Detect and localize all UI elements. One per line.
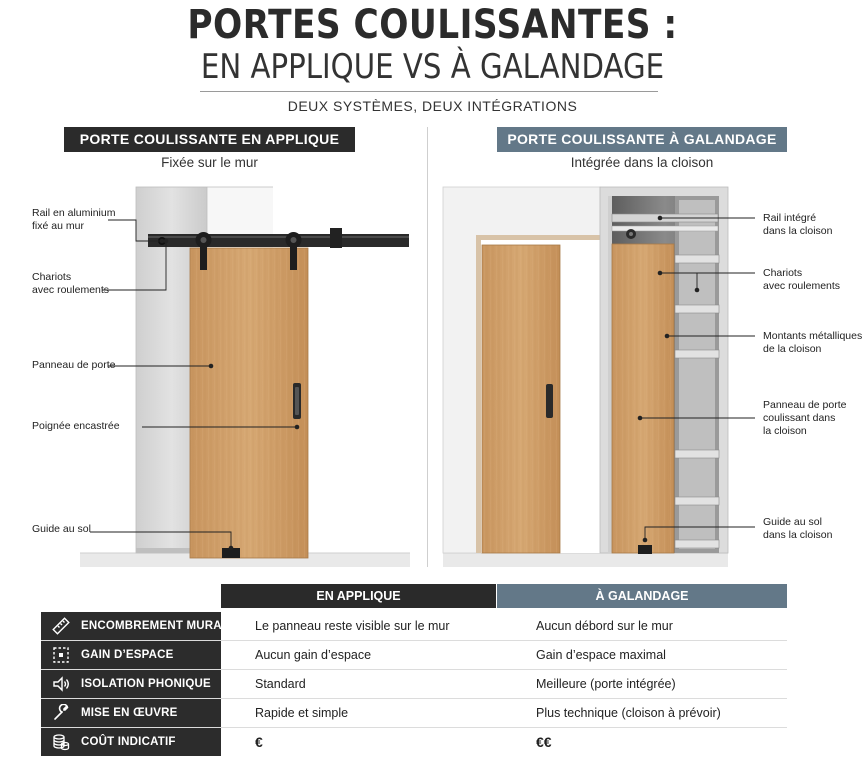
label-line: Rail intégré [763, 212, 817, 224]
table-header-applique: EN APPLIQUE [221, 584, 496, 608]
rail-stop [330, 228, 342, 248]
speaker-icon [52, 675, 70, 693]
table-row-label [41, 670, 221, 698]
row-label-text: ISOLATION PHONIQUE [81, 678, 211, 690]
label-guide-right [763, 516, 832, 542]
label-rail-integre [763, 212, 832, 238]
table-row-label [41, 641, 221, 669]
table-cell-right: Plus technique (cloison à prévoir) [536, 706, 721, 720]
label-line: coulissant dans [763, 412, 836, 424]
label-line: Chariots [763, 267, 803, 279]
table-cell-left: Rapide et simple [255, 706, 349, 720]
label-panneau-right [763, 399, 847, 438]
table-cell-right: €€ [536, 734, 552, 750]
label-line: avec roulements [763, 280, 841, 292]
label-line: Montants métalliques [763, 330, 863, 342]
table-row-label [41, 612, 229, 640]
table-row-label [41, 728, 221, 756]
table-header-galandage: À GALANDAGE [497, 584, 787, 608]
left-illustration [80, 187, 410, 567]
table-cell-left: Aucun gain d’espace [255, 648, 372, 662]
page-title-line2: EN APPLIQUE VS À GALANDAGE [200, 47, 665, 87]
row-label-text: GAIN D’ESPACE [81, 649, 174, 661]
right-panel-caption: Intégrée dans la cloison [570, 155, 714, 170]
table-cell-left: € [255, 734, 263, 750]
label-line: Guide au sol [763, 516, 822, 528]
table-cell-left: Le panneau reste visible sur le mur [255, 619, 450, 633]
table-cell-right: Gain d’espace maximal [536, 648, 666, 662]
label-line: avec roulements [32, 284, 110, 296]
row-label-text: ENCOMBREMENT MURAL [81, 620, 229, 632]
left-panel-banner: PORTE COULISSANTE EN APPLIQUE [64, 127, 355, 152]
label-poignee: Poignée encastrée [32, 420, 120, 432]
ruler-icon [52, 617, 70, 635]
floor-guide-pocket [638, 545, 652, 554]
wrench-icon [52, 704, 70, 722]
left-panel-caption: Fixée sur le mur [161, 155, 258, 170]
label-line: Panneau de porte [763, 399, 847, 411]
coins-icon [52, 733, 70, 751]
label-panneau: Panneau de porte [32, 359, 116, 371]
page-title: PORTES COULISSANTES : [187, 2, 678, 48]
label-line: de la cloison [763, 343, 822, 355]
table-row-label [41, 699, 221, 727]
right-illustration [443, 187, 755, 567]
row-label-text: COÛT INDICATIF [81, 736, 176, 748]
label-chariots [32, 271, 109, 297]
label-line: dans la cloison [763, 225, 833, 237]
label-montants [763, 330, 862, 356]
aluminium-rail [148, 234, 409, 247]
table-cell-right: Meilleure (porte intégrée) [536, 677, 676, 691]
label-guide: Guide au sol [32, 523, 91, 535]
right-panel-banner: PORTE COULISSANTE À GALANDAGE [497, 127, 787, 152]
label-line: fixé au mur [32, 220, 84, 232]
label-rail-aluminium [32, 207, 115, 233]
label-line: la cloison [763, 425, 807, 437]
label-chariots-right [763, 267, 840, 293]
table-cell-left: Standard [255, 677, 306, 691]
space-frame-icon [52, 646, 70, 664]
flush-pull [546, 384, 553, 418]
label-line: Rail en aluminium [32, 207, 116, 219]
table-cell-right: Aucun débord sur le mur [536, 619, 673, 633]
label-line: Chariots [32, 271, 72, 283]
row-label-text: MISE EN ŒUVRE [81, 707, 178, 719]
label-line: dans la cloison [763, 529, 833, 541]
page-subtitle: DEUX SYSTÈMES, DEUX INTÉGRATIONS [287, 98, 578, 114]
